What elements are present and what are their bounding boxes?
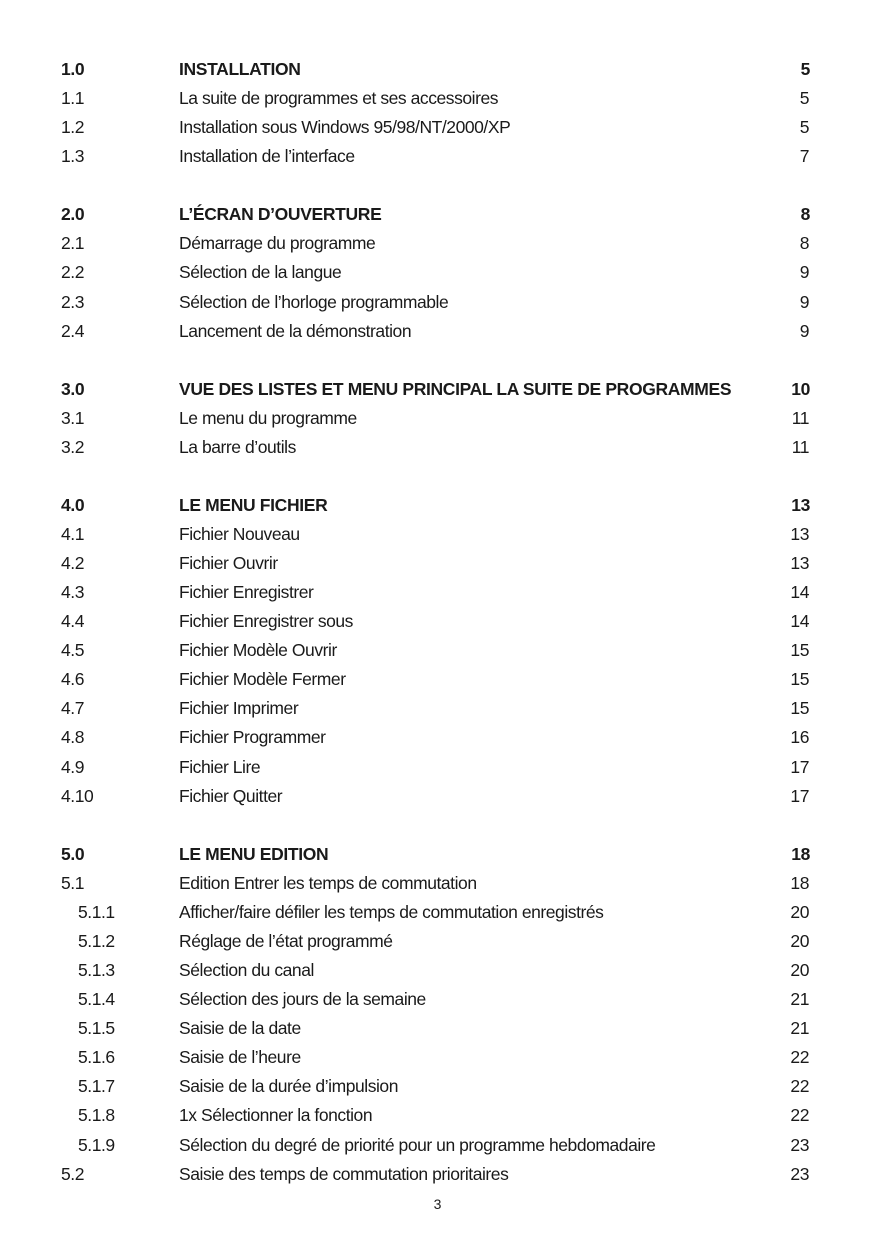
entry-title: Installation sous Windows 95/98/NT/2000/XP	[179, 117, 511, 138]
entry-title: La suite de programmes et ses accessoires	[179, 88, 499, 109]
entry-number: 5.1	[61, 872, 84, 893]
toc-entry	[0, 755, 875, 779]
entry-number: 3.2	[61, 436, 84, 457]
entry-number: 2.2	[61, 262, 84, 283]
toc-entry	[0, 231, 875, 255]
entry-title: La barre d’outils	[179, 436, 296, 457]
entry-page-number: 23	[790, 1163, 809, 1184]
toc-entry	[0, 319, 875, 343]
entry-number: 4.6	[61, 669, 84, 690]
entry-number: 2.0	[61, 204, 85, 225]
entry-page-number: 20	[790, 901, 809, 922]
toc-subentry	[0, 958, 875, 982]
toc-entry	[0, 638, 875, 662]
entry-page-number: 17	[790, 785, 809, 806]
entry-page-number: 18	[790, 872, 809, 893]
entry-title: Saisie des temps de commutation prioritaires	[179, 1163, 509, 1184]
entry-page-number: 22	[790, 1047, 809, 1068]
entry-number: 5.1.9	[78, 1134, 115, 1155]
entry-page-number: 13	[791, 494, 810, 515]
toc-entry	[0, 667, 875, 691]
entry-page-number: 9	[799, 262, 809, 283]
entry-page-number: 21	[790, 1018, 809, 1039]
entry-title: Le menu du programme	[179, 407, 357, 428]
entry-number: 5.1.3	[78, 959, 115, 980]
entry-page-number: 15	[790, 669, 809, 690]
entry-title: VUE DES LISTES ET MENU PRINCIPAL LA SUITE DE PROGRAMMES	[179, 378, 732, 399]
entry-title: Installation de l’interface	[179, 146, 355, 167]
entry-title: Sélection de l’horloge programmable	[179, 291, 449, 312]
entry-number: 4.5	[61, 640, 84, 661]
entry-title: Réglage de l’état programmé	[179, 930, 393, 951]
entry-title: Sélection des jours de la semaine	[179, 989, 426, 1009]
entry-page-number: 13	[790, 523, 809, 544]
entry-page-number: 17	[790, 756, 809, 777]
entry-number: 4.8	[61, 727, 84, 748]
toc-subentry	[0, 1045, 875, 1069]
entry-number: 5.1.5	[78, 1018, 115, 1039]
toc-subentry	[0, 1074, 875, 1098]
entry-page-number: 14	[790, 611, 809, 631]
entry-title: Saisie de l’heure	[179, 1047, 301, 1068]
entry-number: 5.0	[61, 843, 85, 864]
entry-title: Fichier Modèle Fermer	[179, 669, 346, 690]
entry-title: INSTALLATION	[179, 59, 301, 79]
entry-title: Fichier Programmer	[179, 727, 326, 748]
entry-number: 3.0	[61, 378, 85, 399]
entry-page-number: 10	[791, 378, 810, 399]
entry-title: Afficher/faire défiler les temps de commutation enregistrés	[179, 901, 604, 922]
entry-number: 5.1.2	[78, 930, 115, 951]
entry-page-number: 14	[790, 581, 809, 602]
entry-page-number: 11	[791, 407, 809, 428]
entry-page-number: 23	[790, 1134, 809, 1155]
entry-title: LE MENU FICHIER	[179, 494, 328, 515]
entry-title: L’ÉCRAN D’OUVERTURE	[179, 204, 382, 225]
entry-number: 1.1	[61, 88, 84, 109]
entry-number: 2.4	[61, 320, 84, 341]
entry-number: 4.0	[61, 494, 85, 515]
entry-page-number: 18	[791, 843, 810, 864]
entry-page-number: 9	[799, 320, 809, 341]
entry-page-number: 9	[799, 291, 809, 312]
entry-title: Sélection du canal	[179, 959, 314, 980]
entry-title: Démarrage du programme	[179, 233, 376, 254]
toc-entry	[0, 290, 875, 314]
entry-number: 1.0	[61, 59, 85, 79]
toc-entry	[0, 580, 875, 604]
toc-subentry	[0, 1103, 875, 1127]
toc-entry	[0, 784, 875, 808]
entry-number: 4.10	[61, 785, 94, 806]
entry-page-number: 11	[791, 436, 809, 457]
entry-page-number: 22	[790, 1076, 809, 1097]
entry-page-number: 7	[799, 146, 809, 167]
toc-subentry	[0, 929, 875, 953]
entry-number: 1.2	[61, 117, 84, 138]
entry-title: LE MENU EDITION	[179, 843, 329, 864]
entry-title: Saisie de la durée d’impulsion	[179, 1076, 398, 1097]
entry-page-number: 20	[790, 930, 809, 951]
entry-title: Fichier Enregistrer	[179, 581, 314, 602]
entry-page-number: 15	[790, 640, 809, 661]
toc-subentry	[0, 1016, 875, 1040]
entry-title: Lancement de la démonstration	[179, 320, 412, 341]
entry-number: 1.3	[61, 146, 84, 167]
page-number: 3	[433, 1196, 442, 1212]
entry-number: 3.1	[61, 407, 84, 428]
entry-number: 5.1.4	[78, 989, 115, 1009]
entry-title: Edition Entrer les temps de commutation	[179, 872, 477, 893]
entry-page-number: 21	[790, 989, 809, 1009]
toc-entry	[0, 551, 875, 575]
entry-number: 5.1.6	[78, 1047, 115, 1068]
entry-number: 5.2	[61, 1163, 84, 1184]
entry-number: 4.1	[61, 523, 84, 544]
toc-entry	[0, 115, 875, 139]
entry-page-number: 5	[799, 117, 809, 138]
toc-entry	[0, 406, 875, 430]
toc-entry	[0, 522, 875, 546]
toc-entry	[0, 144, 875, 168]
entry-number: 4.3	[61, 581, 84, 602]
entry-page-number: 20	[790, 959, 809, 980]
entry-number: 4.4	[61, 611, 84, 631]
entry-title: Fichier Enregistrer sous	[179, 611, 353, 631]
entry-page-number: 8	[800, 204, 810, 225]
toc-entry	[0, 435, 875, 459]
toc-entry	[0, 725, 875, 749]
entry-page-number: 8	[799, 233, 809, 254]
entry-title: Fichier Modèle Ouvrir	[179, 640, 337, 661]
entry-number: 5.1.1	[78, 901, 115, 922]
entry-title: Sélection de la langue	[179, 262, 342, 283]
toc-section-heading	[0, 57, 875, 81]
entry-number: 4.7	[61, 698, 84, 719]
toc-section-heading	[0, 377, 875, 401]
entry-number: 5.1.7	[78, 1076, 115, 1097]
toc-subentry	[0, 1133, 875, 1157]
entry-title: Fichier Nouveau	[179, 523, 300, 544]
toc-section-heading	[0, 202, 875, 226]
toc-entry	[0, 1162, 875, 1186]
entry-title: Fichier Imprimer	[179, 698, 299, 719]
entry-title: Fichier Ouvrir	[179, 552, 278, 573]
entry-number: 2.3	[61, 291, 84, 312]
entry-page-number: 13	[790, 552, 809, 573]
toc-entry	[0, 696, 875, 720]
entry-page-number: 5	[800, 59, 810, 79]
toc-entry	[0, 609, 875, 633]
entry-number: 4.2	[61, 552, 84, 573]
toc-entry	[0, 871, 875, 895]
toc-subentry	[0, 987, 875, 1011]
entry-page-number: 22	[790, 1105, 809, 1126]
toc-section-heading	[0, 842, 875, 866]
entry-page-number: 16	[790, 727, 809, 748]
entry-title: Saisie de la date	[179, 1018, 301, 1039]
toc-section-heading	[0, 493, 875, 517]
entry-title: Fichier Lire	[179, 756, 261, 777]
entry-title: Fichier Quitter	[179, 785, 283, 806]
entry-title: 1x Sélectionner la fonction	[179, 1105, 373, 1126]
entry-page-number: 5	[799, 88, 809, 109]
entry-number: 2.1	[61, 233, 84, 254]
toc-entry	[0, 260, 875, 284]
toc-subentry	[0, 900, 875, 924]
entry-title: Sélection du degré de priorité pour un programme hebdomadaire	[179, 1134, 656, 1155]
toc-entry	[0, 86, 875, 110]
entry-page-number: 15	[790, 698, 809, 719]
entry-number: 5.1.8	[78, 1105, 115, 1126]
entry-number: 4.9	[61, 756, 84, 777]
